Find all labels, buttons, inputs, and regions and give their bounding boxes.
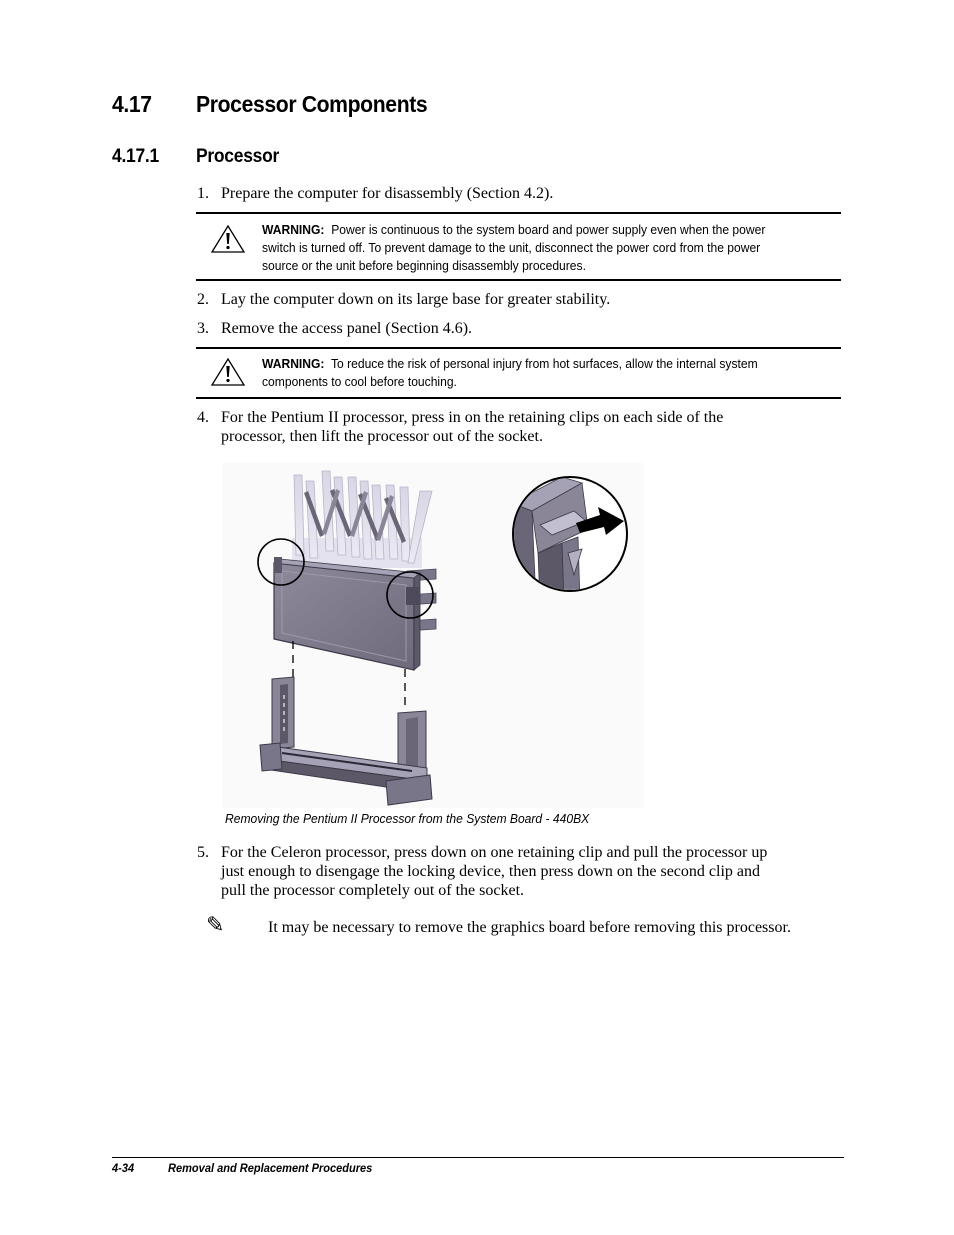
- warning-triangle-icon: [210, 224, 246, 254]
- pencil-note-icon: ✎: [206, 913, 225, 938]
- step-text-line: Lay the computer down on its large base for greater stability.: [221, 291, 611, 308]
- footer-chapter-title: Removal and Replacement Procedures: [168, 1161, 373, 1175]
- warning-box: [196, 212, 841, 281]
- warning-text-line: Power is continuous to the system board and power supply even when the power: [331, 222, 766, 237]
- subsection-title: Processor: [196, 146, 280, 167]
- step-text-line: Prepare the computer for disassembly (Section 4.2).: [221, 185, 554, 202]
- warning-label: WARNING:: [262, 222, 325, 237]
- note-text: It may be necessary to remove the graphics board before removing this processor.: [268, 919, 791, 936]
- processor-removal-figure: [222, 463, 644, 808]
- warning-text-line: switch is turned off. To prevent damage to the unit, disconnect the power cord from the power: [262, 240, 761, 255]
- warning-label: WARNING:: [262, 356, 325, 371]
- subsection-number: 4.17.1: [112, 146, 159, 167]
- step-number: 2.: [197, 291, 209, 308]
- step-number: 3.: [197, 320, 209, 337]
- section-number: 4.17: [112, 91, 152, 117]
- warning-text-line: components to cool before touching.: [262, 374, 457, 389]
- figure-caption: Removing the Pentium II Processor from the System Board - 440BX: [225, 811, 590, 826]
- step-text-line: For the Celeron processor, press down on one retaining clip and pull the processor up: [221, 844, 768, 861]
- footer-rule: [112, 1157, 844, 1158]
- step-text-line: pull the processor completely out of the socket.: [221, 882, 525, 899]
- warning-text-line: source or the unit before beginning disassembly procedures.: [262, 258, 586, 273]
- step-number: 5.: [197, 844, 209, 861]
- footer-page-number: 4-34: [112, 1161, 135, 1175]
- warning-triangle-icon: [210, 357, 246, 387]
- step-number: 4.: [197, 409, 209, 426]
- warning-box: [196, 347, 841, 399]
- step-number: 1.: [197, 185, 209, 202]
- step-text-line: processor, then lift the processor out of the socket.: [221, 428, 543, 445]
- step-text-line: For the Pentium II processor, press in on the retaining clips on each side of the: [221, 409, 724, 426]
- step-text-line: just enough to disengage the locking device, then press down on the second clip and: [221, 863, 760, 880]
- step-text-line: Remove the access panel (Section 4.6).: [221, 320, 473, 337]
- section-title: Processor Components: [196, 91, 428, 117]
- warning-text-line: To reduce the risk of personal injury from hot surfaces, allow the internal system: [330, 356, 758, 371]
